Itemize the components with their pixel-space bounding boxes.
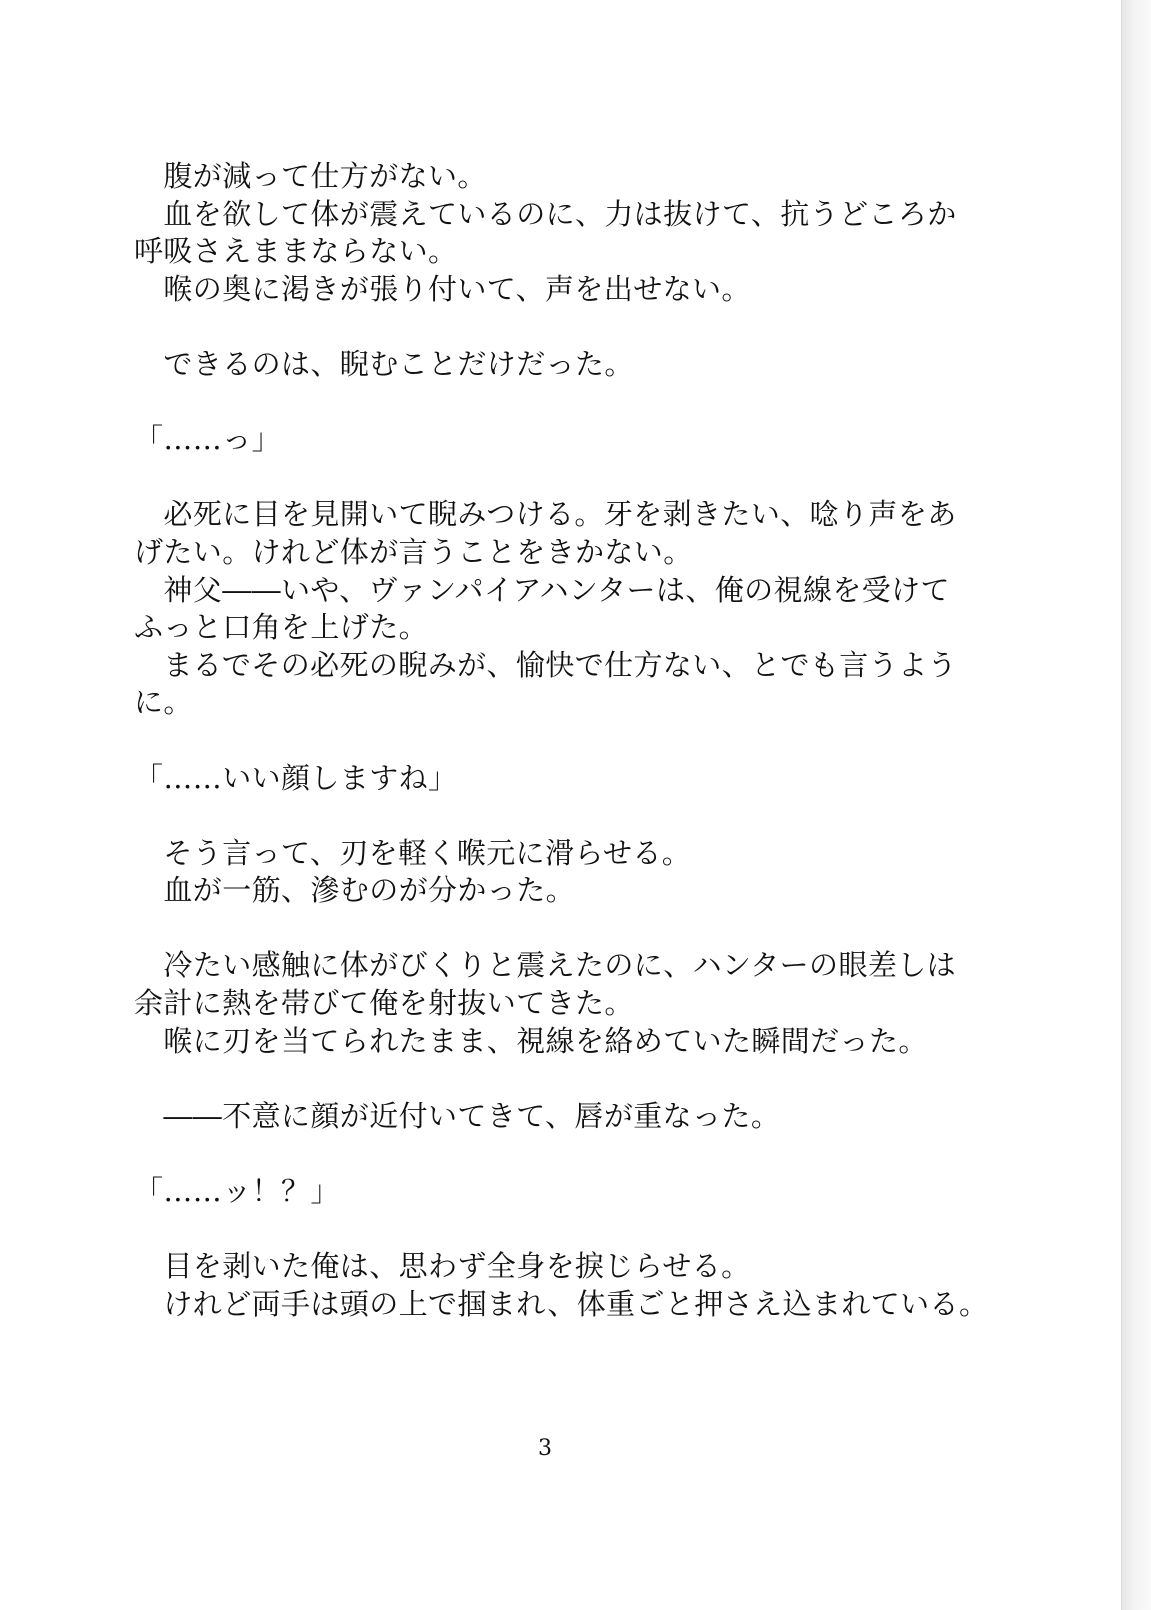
text-line: 目を剥いた俺は、思わず全身を捩じらせる。 [134, 1249, 751, 1284]
text-line: ふっと口角を上げた。 [134, 610, 429, 645]
text-line: げたい。けれど体が言うことをきかない。 [134, 534, 693, 569]
text-line: 必死に目を見開いて睨みつける。牙を剥きたい、唸り声をあ [134, 497, 957, 532]
text-line: に。 [134, 685, 193, 720]
text-line: 血が一筋、滲むのが分かった。 [134, 873, 576, 908]
page-number: 3 [538, 1436, 552, 1461]
text-line: まるでその必死の睨みが、愉快で仕方ない、とでも言うよう [134, 647, 957, 682]
blank-line [134, 459, 994, 497]
blank-line [134, 1211, 994, 1249]
dialogue-line: 「……っ」 [134, 422, 282, 457]
text-line: 血を欲して体が震えているのに、力は抜けて、抗うどころか [134, 196, 957, 231]
text-line: 喉の奥に渇きが張り付いて、声を出せない。 [134, 271, 751, 306]
dialogue-line: 「……ッ！？」 [134, 1174, 340, 1209]
text-line: 呼吸さえままならない。 [134, 234, 458, 269]
page-edge [1121, 0, 1151, 1610]
blank-line [134, 722, 994, 760]
text-line: けれど両手は頭の上で掴まれ、体重ごと押さえ込まれている。 [134, 1286, 989, 1321]
blank-line [134, 308, 994, 346]
blank-line [134, 384, 994, 422]
text-line: 余計に熱を帯びて俺を射抜いてきた。 [134, 986, 634, 1021]
text-line: ――不意に顔が近付いてきて、唇が重なった。 [134, 1098, 781, 1133]
text-line: できるのは、睨むことだけだった。 [134, 346, 634, 381]
blank-line [134, 910, 994, 948]
blank-line [134, 1060, 994, 1098]
blank-line [134, 1135, 994, 1173]
text-line: 腹が減って仕方がない。 [134, 159, 487, 193]
text-line: そう言って、刃を軽く喉元に滑らせる。 [134, 835, 692, 870]
blank-line [134, 797, 994, 835]
text-line: 神父――いや、ヴァンパイアハンターは、俺の視線を受けて [134, 572, 950, 607]
dialogue-line: 「……いい顔しますね」 [134, 760, 458, 795]
text-line: 喉に刃を当てられたまま、視線を絡めていた瞬間だった。 [134, 1023, 928, 1058]
text-line: 冷たい感触に体がびくりと震えたのに、ハンターの眼差しは [134, 948, 957, 983]
body-text [134, 158, 994, 1323]
